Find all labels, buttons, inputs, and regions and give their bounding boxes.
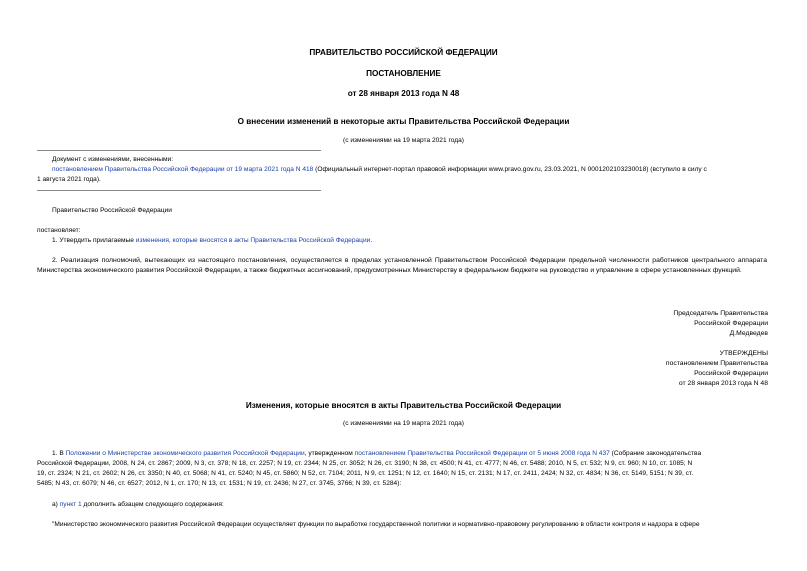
- paragraph-2: 2. Реализация полномочий, вытекающих из настоящего постановления, осуществляется в пределах установленной Правительством Российской Федерации предельной численности работников центрального аппарата Министерства экономического развития Российской Федерации, а также бюджетных ассигнований, предусмотренных Министерству в федеральном бюджете на руководство и управление в сфере установленных функций.: [37, 257, 767, 274]
- paragraph-1: [52, 236, 372, 246]
- approved-line-2: постановлением Правительства: [665, 360, 768, 367]
- sub-item-a-prefix: а): [52, 501, 60, 508]
- approved-line-4: от 28 января 2013 года N 48: [678, 380, 768, 387]
- sub-item-a-rest: дополнить абзацем следующего содержания:: [81, 501, 224, 508]
- decides-text: постановляет:: [37, 227, 81, 234]
- resolution-437-link[interactable]: постановлением Правительства Российской Федерации от 5 июня 2008 года N 437: [354, 450, 610, 457]
- changes-box-line2: 1 августа 2021 года).: [37, 176, 101, 183]
- doc-title: О внесении изменений в некоторые акты Правительства Российской Федерации: [237, 117, 570, 126]
- signature-line-2: Российской Федерации: [694, 320, 768, 327]
- changes-section-title: Изменения, которые вносятся в акты Правительства Российской Федерации: [245, 401, 562, 410]
- changes-box-label: Документ с изменениями, внесенными:: [52, 156, 174, 163]
- doc-date-number: от 28 января 2013 года N 48: [347, 89, 460, 98]
- approved-line-1: УТВЕРЖДЕНЫ: [719, 350, 768, 357]
- org-heading: ПРАВИТЕЛЬСТВО РОССИЙСКОЙ ФЕДЕРАЦИИ: [309, 48, 498, 57]
- changes-box-line: [52, 165, 772, 175]
- intro-text: Правительство Российской Федерации: [52, 207, 172, 214]
- ministry-regulation-link[interactable]: Положении о Министерстве экономического развития Российской Федерации: [65, 450, 305, 457]
- paragraph-1-prefix: 1. Утвердить прилагаемые: [52, 237, 136, 244]
- changes-box-bottom-rule: [37, 190, 321, 191]
- item-1-line-1: [52, 449, 772, 459]
- item-1-line-4: 5485; N 43, ст. 6079; N 46, ст. 6527; 2012, N 1, ст. 170; N 13, ст. 1531; N 19, ст. 2436; N 27, ст. 3745, 3766; N 39, ст. 5284):: [37, 480, 402, 487]
- amending-act-link[interactable]: постановлением Правительства Российской Федерации от 19 марта 2021 года N 418: [52, 166, 314, 173]
- revision-note: (с изменениями на 19 марта 2021 года): [343, 137, 464, 144]
- amending-act-details: (Официальный интернет-портал правовой информации www.pravo.gov.ru, 23.03.2021, N 0001202103230018) (вступило в силу с: [313, 166, 707, 173]
- changes-box-top-rule: [37, 150, 321, 151]
- sub-item-a: [52, 500, 224, 510]
- item-1-line-3: 19, ст. 2324; N 21, ст. 2602; N 26, ст. 3350; N 40, ст. 5068; N 41, ст. 5240; N 45, ст. 5860; N 52, ст. 7104; 2011, N 9, ст. 1251; N 12, ст. 1640; N 15, ст. 2131; N 17, ст. 2411, 2424; N 32, ст. 4834; N 36, ст. 5149, 5151; N 39, ст.: [37, 470, 694, 477]
- changes-section-revision-note: (с изменениями на 19 марта 2021 года): [343, 420, 464, 427]
- signature-line-1: Председатель Правительства: [673, 310, 768, 317]
- item-1-line-2: Российской Федерации, 2008, N 24, ст. 2867; 2009, N 3, ст. 378; N 18, ст. 2257; N 19, ст. 2344; N 25, ст. 3052; N 26, ст. 3190; N 38, ст. 4500; N 41, ст. 4777; N 46, ст. 5488; 2010, N 5, ст. 532; N 9, ст. 960; N 10, ст. 1085; N: [37, 460, 693, 467]
- signature-name: Д.Медведев: [729, 330, 768, 337]
- approved-line-3: Российской Федерации: [694, 370, 768, 377]
- doc-type-heading: ПОСТАНОВЛЕНИЕ: [366, 69, 441, 78]
- paragraph-1-suffix: .: [370, 237, 373, 244]
- item-1-prefix: 1. В: [52, 450, 66, 457]
- quote-text: "Министерство экономического развития Российской Федерации осуществляет функции по выработке государственной политики и нормативно-правовому регулированию в области контроля и надзора в сфере: [52, 521, 700, 528]
- changes-link[interactable]: изменения, которые вносятся в акты Правительства Российской Федерации: [135, 237, 371, 244]
- item-1-mid: , утвержденном: [304, 450, 355, 457]
- item-1-rest: (Собрание законодательства: [609, 450, 702, 457]
- point-1-link[interactable]: пункт 1: [59, 501, 82, 508]
